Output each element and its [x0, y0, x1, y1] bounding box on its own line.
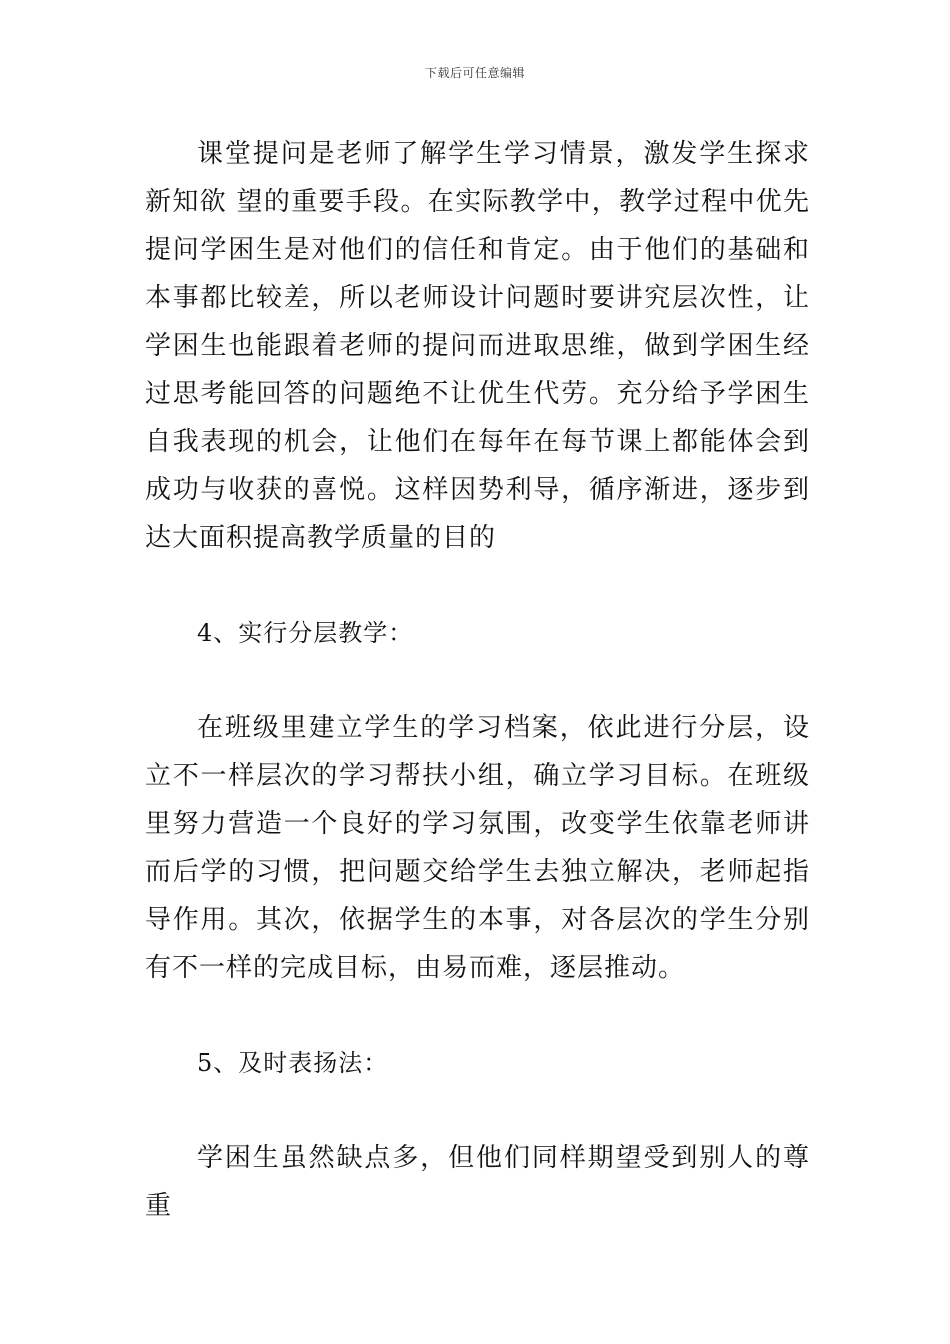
paragraph-gap [145, 562, 810, 609]
paragraph-gap [145, 1087, 810, 1134]
paragraph-gap [145, 992, 810, 1039]
paragraph-layered-teaching: 在班级里建立学生的学习档案，依此进行分层，设立不一样层次的学习帮扶小组，确立学习目标。在班级里努力营造一个良好的学习氛围，改变学生依靠老师讲而后学的习惯，把问题交给学生去独立解决，老师起指导作用。其次，依据学生的本事，对各层次的学生分别有不一样的完成目标，由易而难，逐层推动。 [145, 713, 810, 983]
paragraph-praise: 学困生虽然缺点多，但他们同样期望受到别人的尊重 [145, 1143, 810, 1221]
document-body [145, 130, 810, 1230]
paragraph-questioning: 课堂提问是老师了解学生学习情景，激发学生探求新知欲 望的重要手段。在实际教学中，教学过程中优先提问学困生是对他们的信任和肯定。由于他们的基础和本事都比较差，所以老师设计问题时要讲究层次性，让学困生也能跟着老师的提问而进取思维，做到学困生经过思考能回答的问题绝不让优生代劳。充分给予学困生自我表现的机会，让他们在每年在每节课上都能体会到成功与收获的喜悦。这样因势利导，循序渐进，逐步到达大面积提高教学质量的目的 [145, 139, 810, 553]
page-header: 下载后可任意编辑 [424, 66, 525, 80]
section-heading-4: 4、实行分层教学： [197, 619, 414, 647]
paragraph-gap [145, 657, 810, 704]
section-heading-5: 5、及时表扬法： [197, 1049, 389, 1077]
